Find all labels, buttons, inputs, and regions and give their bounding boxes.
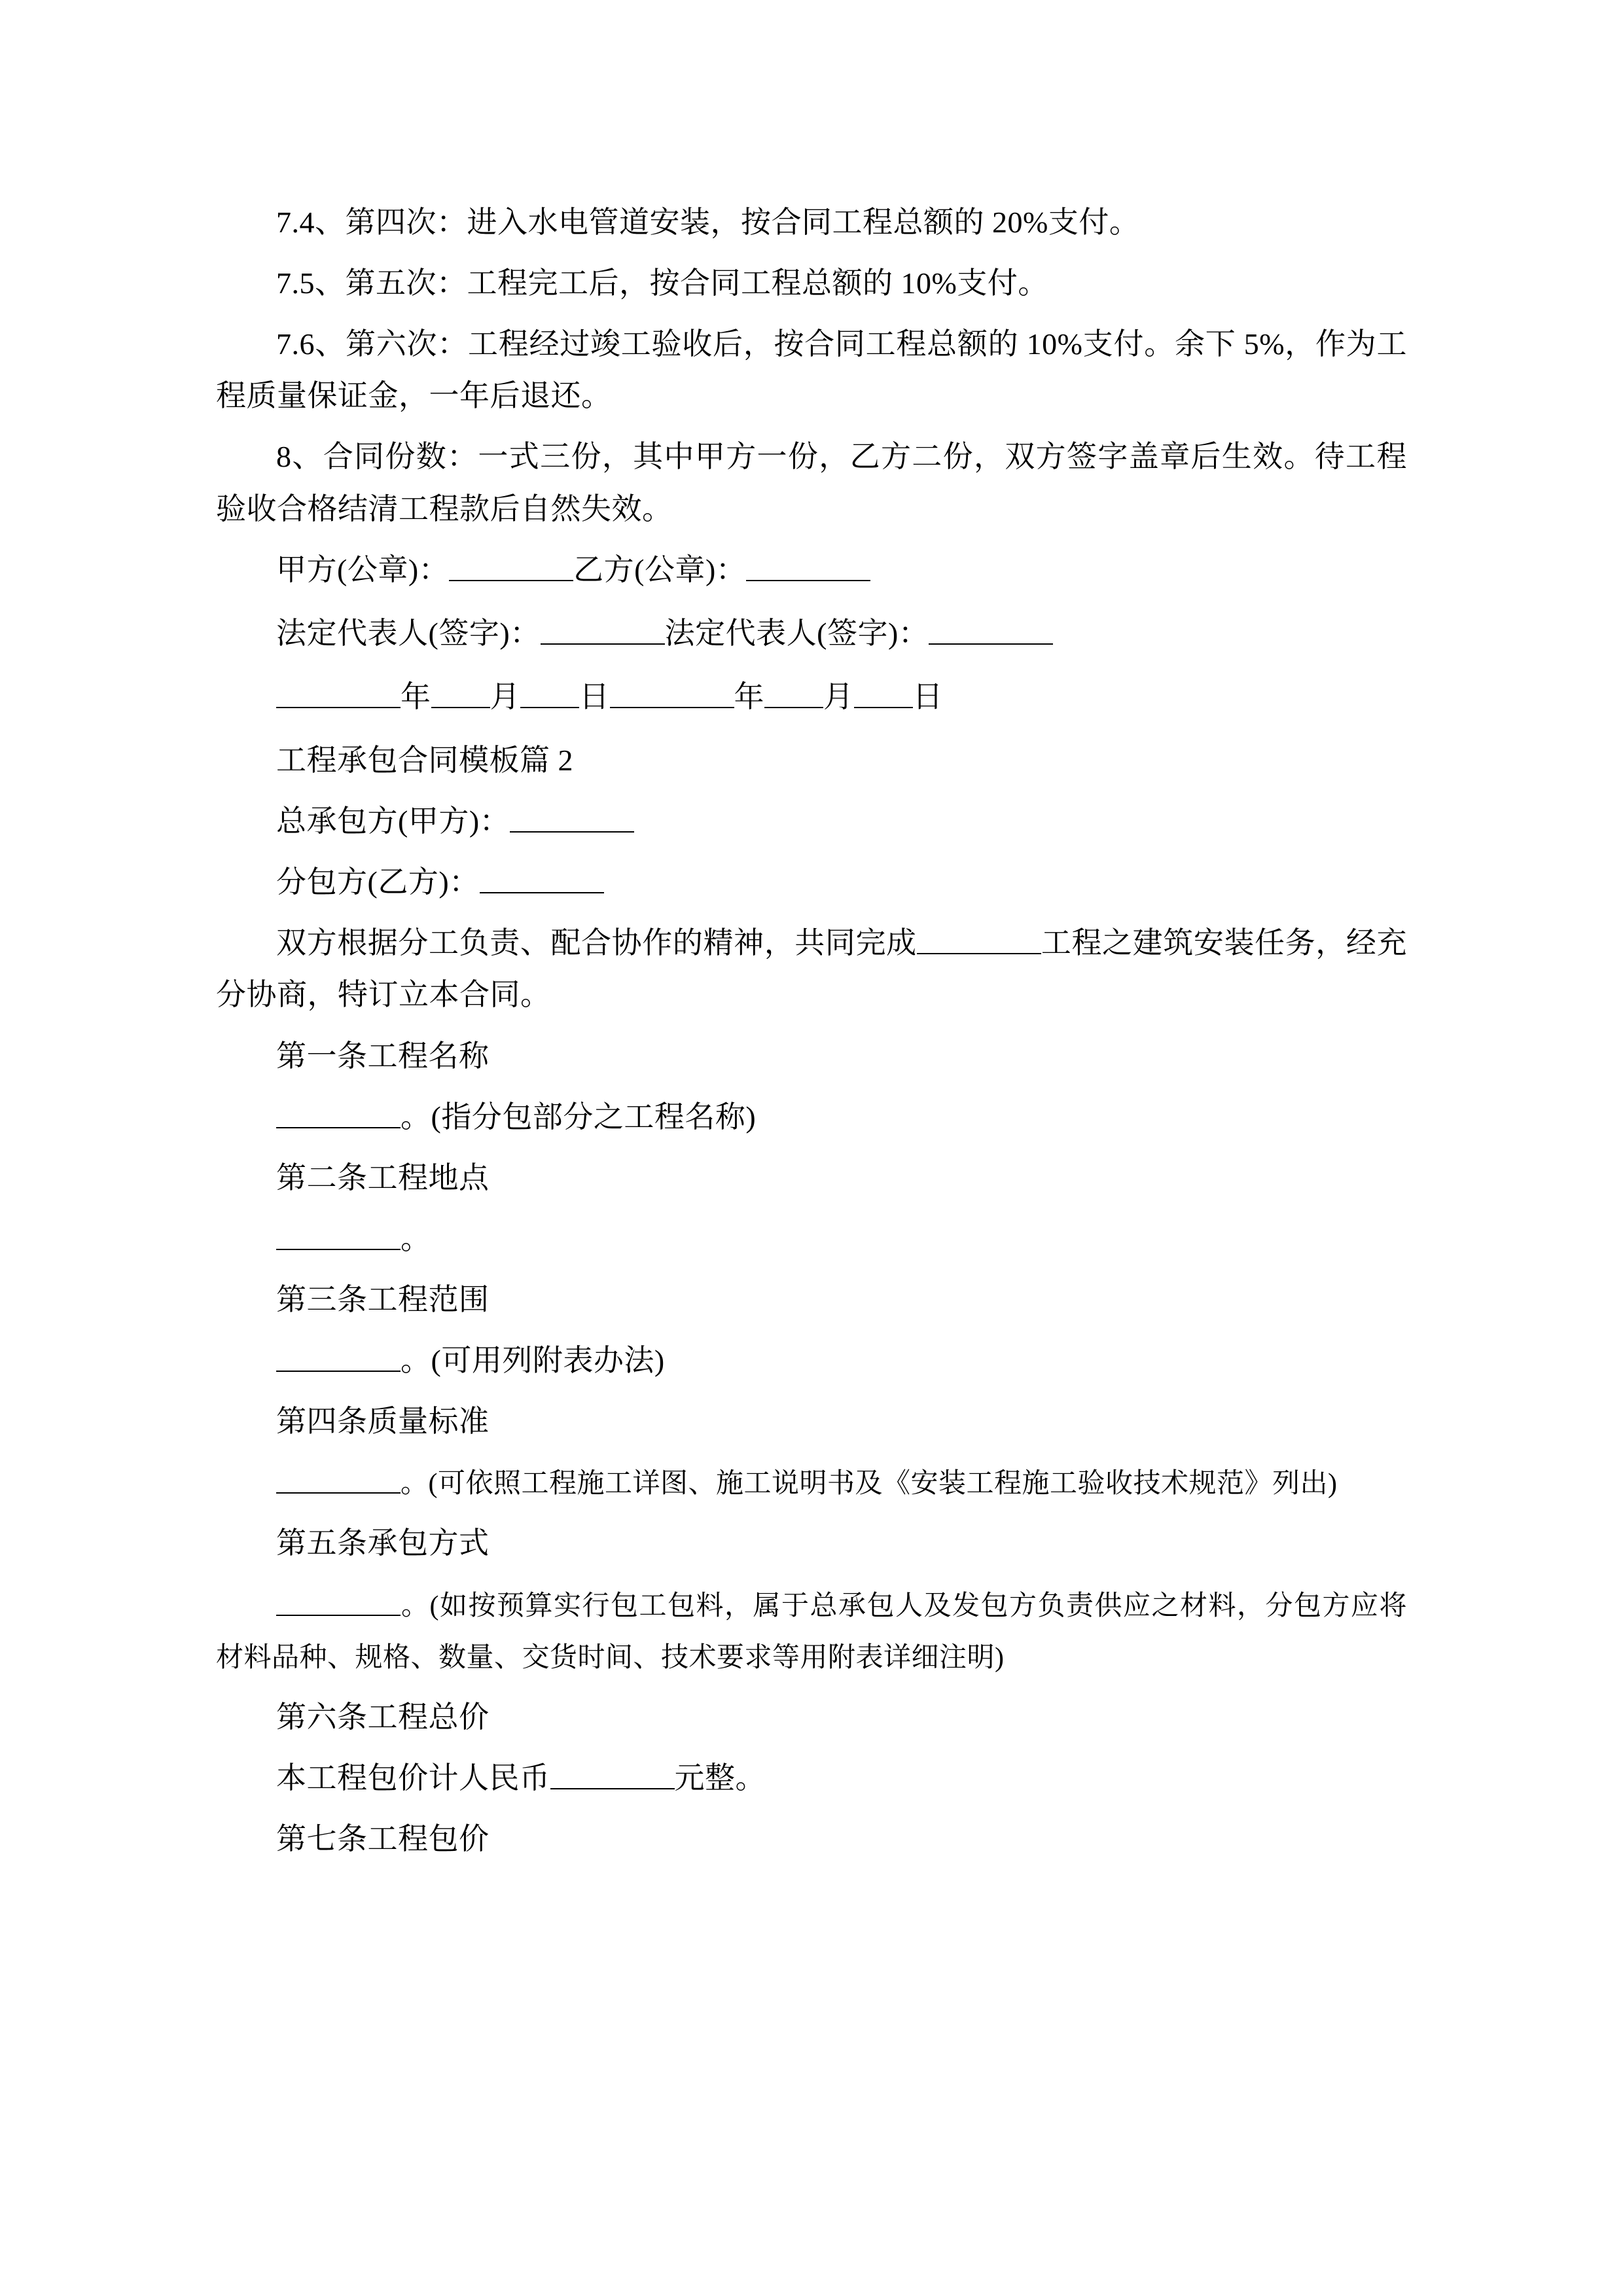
clause-1-blank[interactable]	[276, 1097, 401, 1128]
party-b-date-blank[interactable]	[610, 677, 734, 708]
clause-5-note: 。(如按预算实行包工包料，属于总承包人及发包方负责供应之材料，分包方应将材料品种、规格、数量、交货时间、技术要求等用附表详细注明)	[216, 1590, 1407, 1673]
clause-6-text-start: 本工程包价计人民币	[276, 1761, 550, 1795]
clause-3-heading: 第三条工程范围	[276, 1282, 490, 1316]
party-a-day-label: 日	[579, 679, 610, 713]
clause-6-amount-blank[interactable]	[550, 1758, 675, 1789]
party-a-legal-rep-blank[interactable]	[541, 613, 665, 645]
party-sub-label: 分包方(乙方)：	[276, 865, 480, 899]
clause-2-content	[216, 1213, 1407, 1265]
preamble-project-blank[interactable]	[917, 923, 1041, 954]
paragraph-7-6: 7.6、第六次：工程经过竣工验收后，按合同工程总额的 10%支付。余下 5%，作为工程质量保证金，一年后退还。	[216, 327, 1407, 413]
paragraph-7-4: 7.4、第四次：进入水电管道安装，按合同工程总额的 20%支付。	[276, 206, 1140, 239]
party-a-legal-rep-label: 法定代表人(签字)：	[276, 616, 541, 650]
clause-4-note: 。(可依照工程施工详图、施工说明书及《安装工程施工验收技术规范》列出)	[401, 1469, 1338, 1499]
clause-6-text-end: 元整。	[674, 1761, 766, 1795]
party-a-day-blank[interactable]	[520, 677, 579, 708]
party-b-year-label: 年	[734, 679, 764, 713]
clause-4-blank[interactable]	[276, 1462, 401, 1494]
party-b-seal-label: 乙方(公章)：	[573, 552, 747, 586]
party-b-seal-blank[interactable]	[746, 550, 870, 581]
clause-3-note: 。(可用列附表办法)	[401, 1344, 665, 1378]
party-b-legal-rep-blank[interactable]	[929, 613, 1053, 645]
party-general-blank[interactable]	[510, 801, 634, 833]
clause-7-heading: 第七条工程包价	[276, 1821, 490, 1856]
clause-4-content	[216, 1456, 1407, 1508]
signature-line-seal	[216, 544, 1407, 596]
paragraph-7-5: 7.5、第五次：工程完工后，按合同工程总额的 10%支付。	[276, 266, 1048, 300]
clause-2-note: 。	[401, 1221, 431, 1255]
party-a-year-label: 年	[401, 679, 431, 713]
document-body	[216, 196, 1407, 1865]
preamble-paragraph	[216, 917, 1407, 1020]
clause-1-content	[216, 1091, 1407, 1143]
party-b-day-blank[interactable]	[854, 677, 913, 708]
party-a-date-blank[interactable]	[276, 677, 401, 708]
preamble-text-start: 双方根据分工负责、配合协作的精神，共同完成	[276, 926, 917, 960]
party-sub-blank[interactable]	[480, 862, 604, 893]
party-general-label: 总承包方(甲方)：	[276, 804, 510, 838]
clause-5-heading: 第五条承包方式	[276, 1526, 490, 1560]
party-line-general-contractor	[216, 795, 1407, 847]
clause-1-note: 。(指分包部分之工程名称)	[401, 1100, 757, 1134]
party-a-month-label: 月	[490, 679, 520, 713]
paragraph-8: 8、合同份数：一式三份，其中甲方一份，乙方二份，双方签字盖章后生效。待工程验收合格结清工程款后自然失效。	[216, 440, 1407, 526]
clause-2-heading: 第二条工程地点	[276, 1160, 490, 1194]
signature-line-legal-rep	[216, 607, 1407, 659]
preamble-text-end: 工程之建筑安装任务，经充分协商，特订立本合同。	[216, 926, 1408, 1012]
section-title: 工程承包合同模板篇 2	[276, 743, 573, 777]
clause-6-content	[216, 1752, 1407, 1804]
party-b-month-label: 月	[823, 679, 854, 713]
party-a-seal-label: 甲方(公章)：	[276, 552, 450, 586]
party-b-day-label: 日	[912, 679, 943, 713]
party-b-legal-rep-label: 法定代表人(签字)：	[664, 616, 929, 650]
clause-5-blank[interactable]	[276, 1585, 401, 1616]
clause-5-content	[216, 1579, 1407, 1682]
party-a-seal-blank[interactable]	[449, 550, 573, 581]
party-line-subcontractor	[216, 856, 1407, 908]
clause-2-blank[interactable]	[276, 1219, 401, 1250]
clause-4-heading: 第四条质量标准	[276, 1405, 490, 1439]
clause-3-content	[216, 1335, 1407, 1386]
signature-line-date	[216, 671, 1407, 723]
party-b-month-blank[interactable]	[764, 677, 823, 708]
party-a-month-blank[interactable]	[431, 677, 490, 708]
clause-3-blank[interactable]	[276, 1340, 401, 1372]
clause-1-heading: 第一条工程名称	[276, 1039, 490, 1073]
clause-6-heading: 第六条工程总价	[276, 1700, 490, 1734]
